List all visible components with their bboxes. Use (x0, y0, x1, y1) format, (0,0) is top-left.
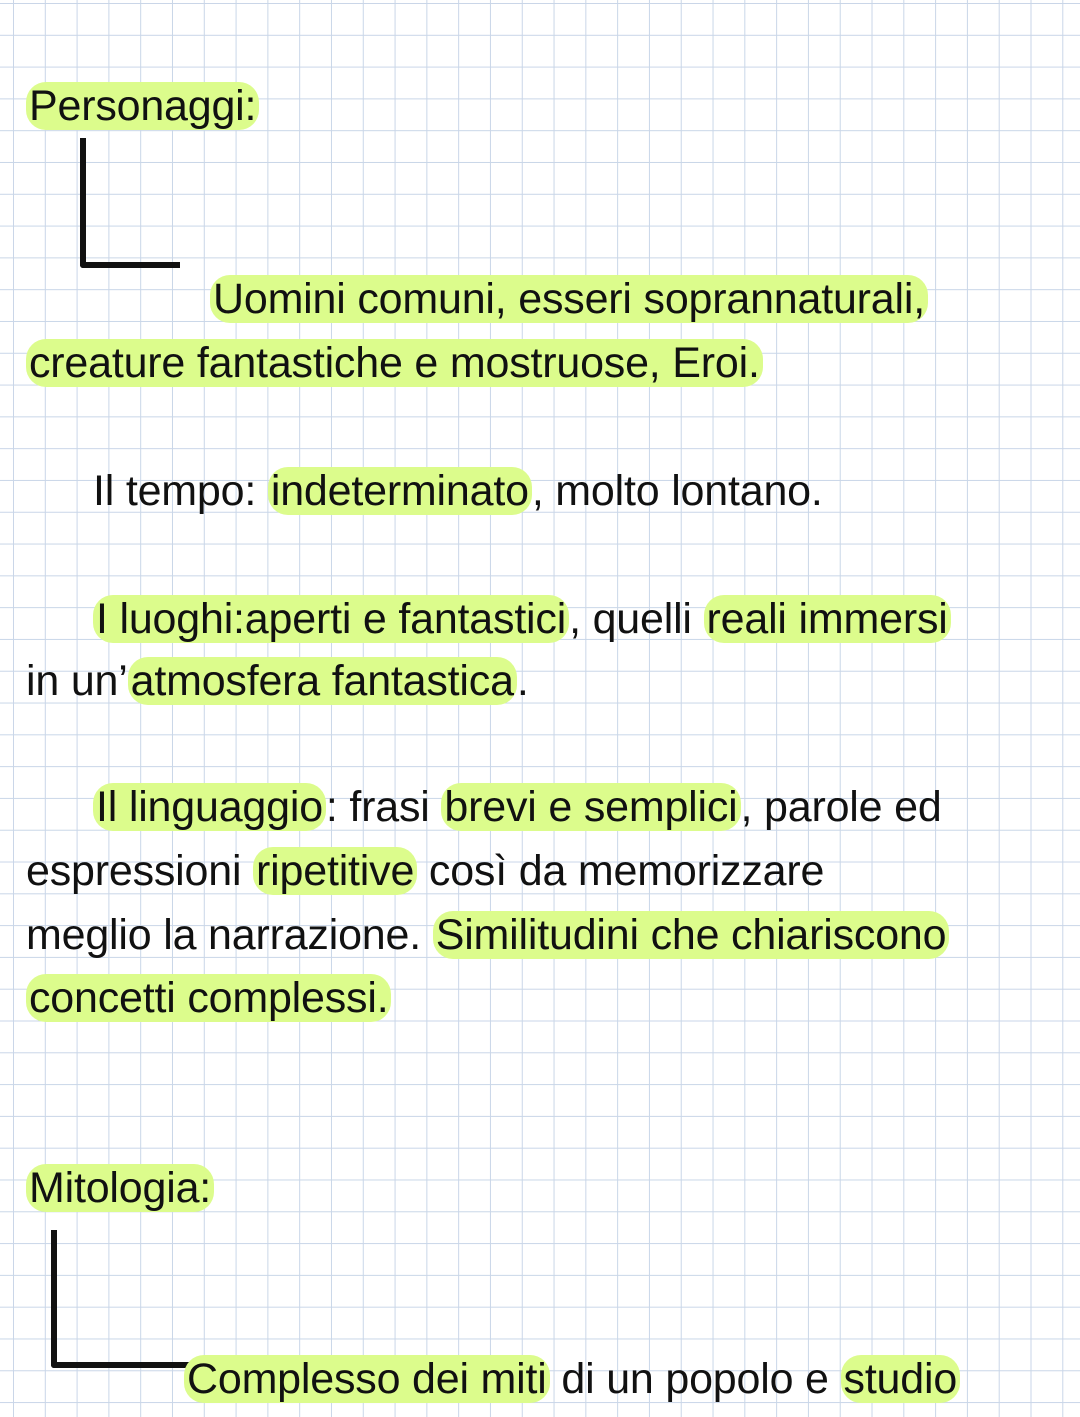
personaggi-line-1 (210, 274, 928, 324)
personaggi-line-2 (26, 338, 763, 388)
luoghi-part-2: , quelli (569, 595, 704, 643)
linguaggio-line-3-highlight: Similitudini che chiariscono (433, 911, 950, 959)
linguaggio-line-4 (26, 973, 391, 1023)
linguaggio-line-2 (26, 846, 824, 896)
tempo-rest: , molto lontano. (531, 467, 823, 515)
heading-mitologia (26, 1163, 214, 1213)
heading-personaggi-text: Personaggi: (26, 82, 259, 130)
linguaggio-line-4-text: concetti complessi. (26, 974, 391, 1022)
tempo-line (93, 466, 823, 516)
bracket-mitologia (51, 1230, 191, 1368)
linguaggio-part-1: : frasi (325, 783, 442, 831)
personaggi-line-1-text: Uomini comuni, esseri soprannaturali, (210, 275, 928, 323)
bracket-personaggi (80, 138, 180, 268)
linguaggio-label: Il linguaggio (93, 783, 326, 831)
personaggi-line-2-text: creature fantastiche e mostruose, Eroi. (26, 339, 763, 387)
linguaggio-part-2: , parole ed (740, 783, 942, 831)
linguaggio-highlight-1: brevi e semplici (441, 783, 740, 831)
luoghi-line-2 (26, 656, 529, 706)
mitologia-highlight-1: Complesso dei miti (184, 1355, 550, 1403)
mitologia-mid: di un popolo e (549, 1355, 841, 1403)
luoghi-part-1: I luoghi:aperti e fantastici (93, 595, 569, 643)
luoghi-line-2-end: . (516, 657, 529, 705)
linguaggio-line-2-highlight: ripetitive (253, 847, 417, 895)
linguaggio-line-3-pre: meglio la narrazione. (26, 911, 433, 959)
mitologia-line-1 (184, 1354, 960, 1404)
luoghi-line-2-highlight: atmosfera fantastica (128, 657, 517, 705)
linguaggio-line-2-post: così da memorizzare (417, 847, 825, 895)
tempo-highlight: indeterminato (268, 467, 532, 515)
heading-mitologia-text: Mitologia: (26, 1164, 214, 1212)
luoghi-line-2-pre: in un’ (26, 657, 128, 705)
luoghi-line-1 (93, 594, 951, 644)
tempo-label: Il tempo: (93, 467, 257, 515)
linguaggio-line-3 (26, 910, 949, 960)
luoghi-part-3: reali immersi (704, 595, 951, 643)
heading-personaggi (26, 81, 259, 131)
mitologia-highlight-2: studio (841, 1355, 961, 1403)
linguaggio-line-1 (93, 782, 942, 832)
linguaggio-line-2-pre: espressioni (26, 847, 254, 895)
